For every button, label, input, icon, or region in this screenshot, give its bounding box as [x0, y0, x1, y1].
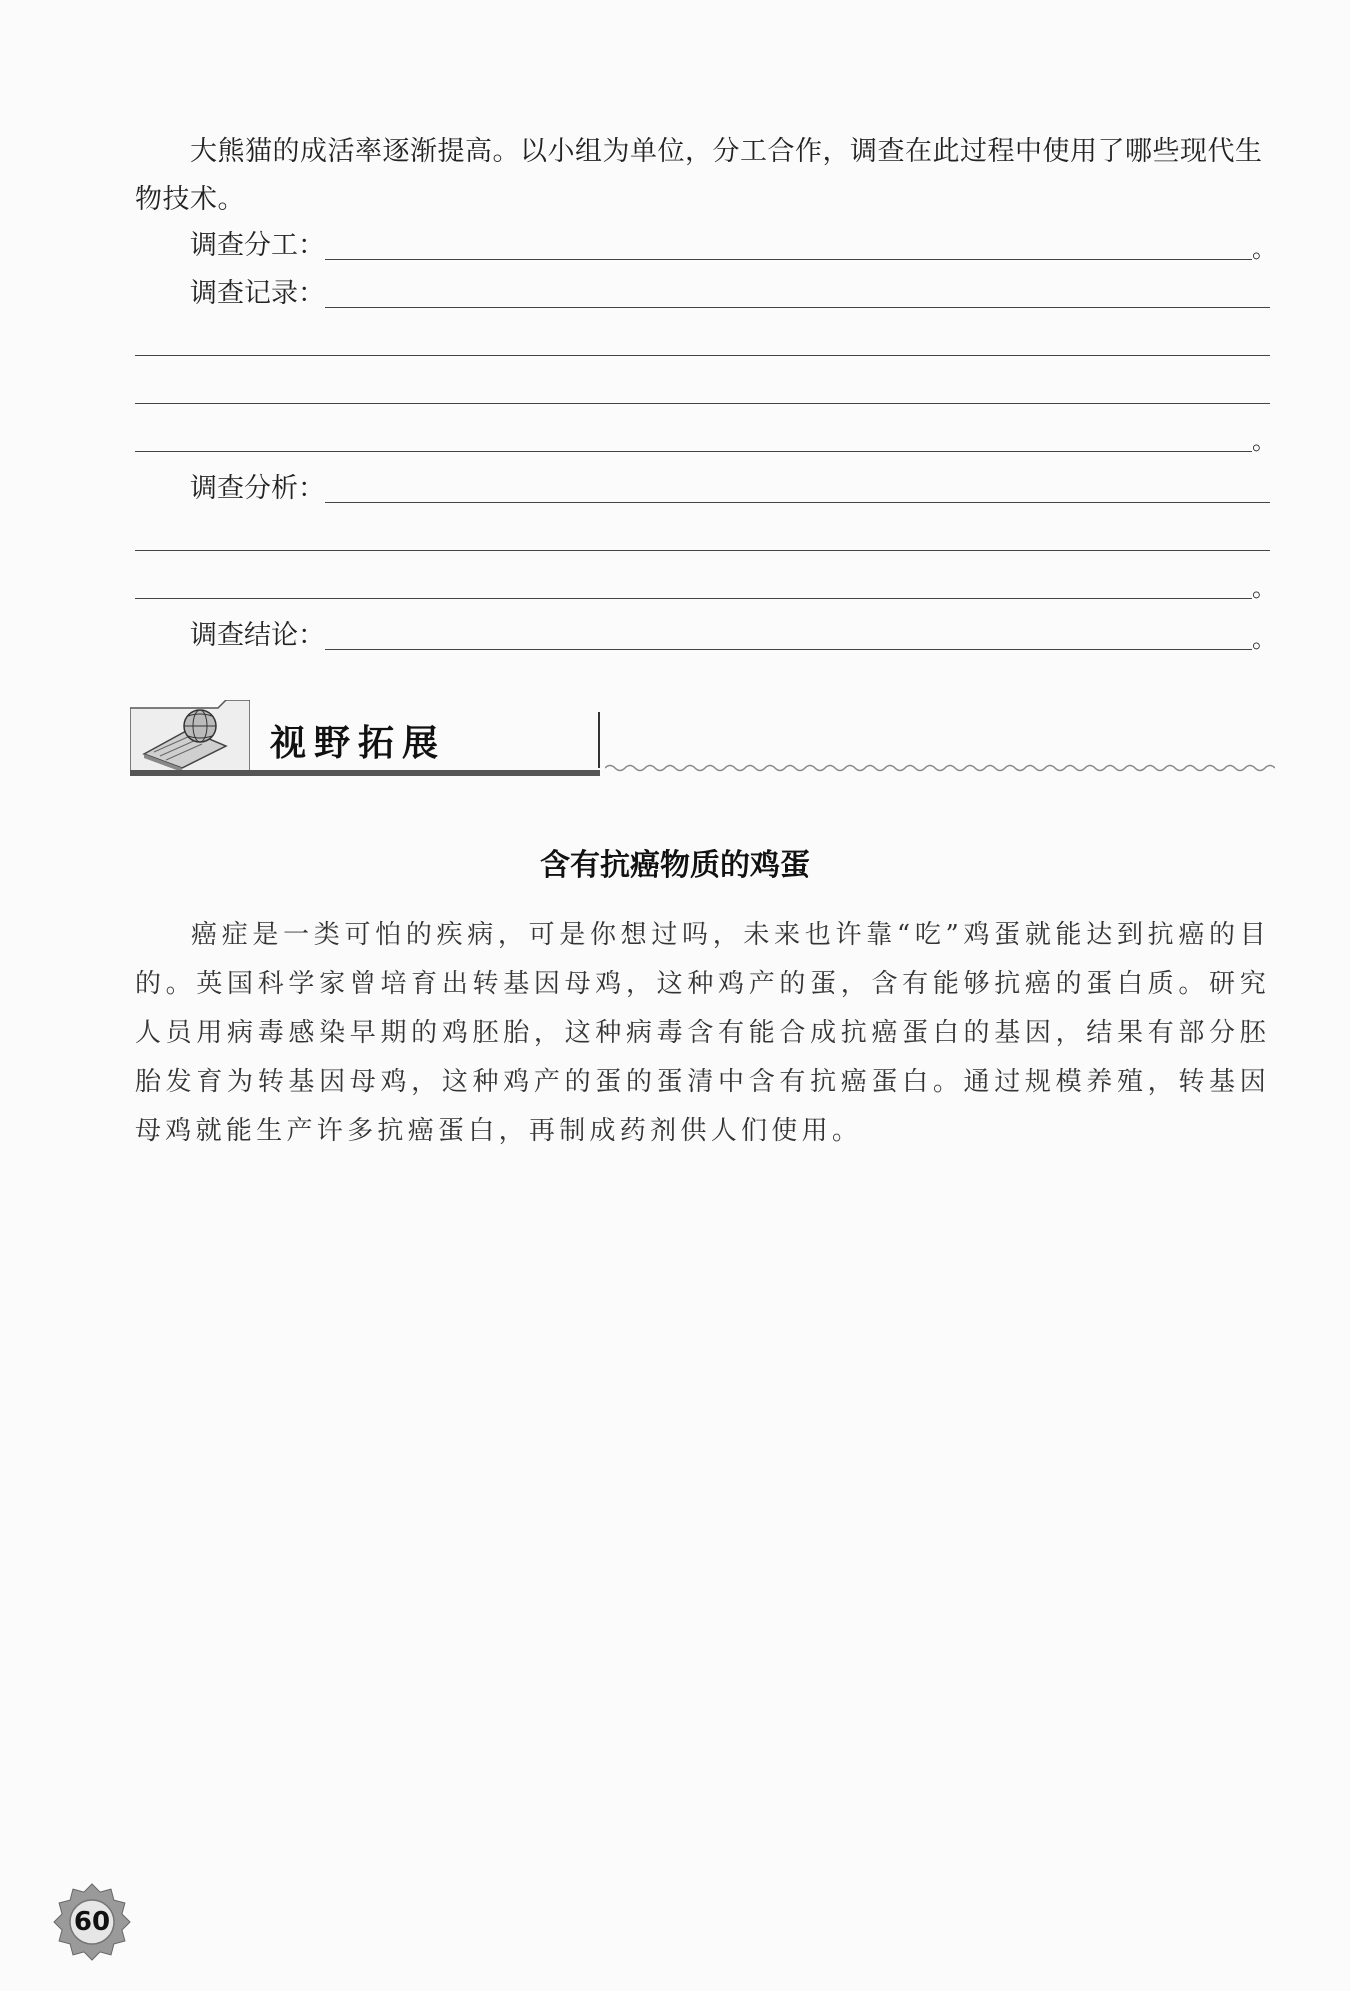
analysis-row	[135, 461, 1270, 509]
analysis-label: 调查分析：	[190, 473, 325, 504]
section-title: 视野拓展	[270, 722, 447, 764]
conclusion-row	[135, 608, 1276, 656]
page-number-badge	[52, 1882, 132, 1962]
conclusion-period: 。	[1252, 625, 1276, 653]
wavy-divider	[605, 760, 1275, 776]
record-answer-line-2[interactable]	[135, 319, 1270, 356]
analysis-answer-line-3[interactable]	[135, 562, 1252, 599]
page-number: 60	[73, 1907, 111, 1937]
intro-text: 大熊猫的成活率逐渐提高。以小组为单位，分工合作，调查在此过程中使用了哪些现代生物技术。	[135, 136, 1263, 215]
record-row	[135, 266, 1270, 314]
division-answer-line[interactable]	[325, 223, 1252, 260]
analysis-line-2-row	[135, 509, 1270, 557]
record-answer-line-4[interactable]	[135, 415, 1252, 452]
intro-paragraph	[135, 128, 1270, 224]
analysis-line-3-row	[135, 557, 1276, 605]
analysis-period: 。	[1252, 574, 1276, 602]
division-label: 调查分工：	[190, 230, 325, 261]
article-body	[135, 911, 1270, 1156]
article-title: 含有抗癌物质的鸡蛋	[540, 848, 810, 883]
record-answer-line-1[interactable]	[325, 271, 1270, 308]
record-line-3-row	[135, 362, 1270, 410]
record-line-2-row	[135, 314, 1270, 362]
record-line-4-row	[135, 410, 1276, 458]
record-period: 。	[1252, 427, 1276, 455]
conclusion-label: 调查结论：	[190, 620, 325, 651]
section-underline-bar	[130, 770, 600, 776]
record-answer-line-3[interactable]	[135, 367, 1270, 404]
record-label: 调查记录：	[190, 278, 325, 309]
division-row	[135, 218, 1276, 266]
analysis-answer-line-2[interactable]	[135, 514, 1270, 551]
analysis-answer-line-1[interactable]	[325, 466, 1270, 503]
article-text: 癌症是一类可怕的疾病，可是你想过吗，未来也许靠“吃”鸡蛋就能达到抗癌的目的。英国科学家曾培育出转基因母鸡，这种鸡产的蛋，含有能够抗癌的蛋白质。研究人员用病毒感染早期的鸡胚胎，这种病毒含有能合成抗癌蛋白的基因，结果有部分胚胎发育为转基因母鸡，这种鸡产的蛋的蛋清中含有抗癌蛋白。通过规模养殖，转基因母鸡就能生产许多抗癌蛋白，再制成药剂供人们使用。	[135, 920, 1270, 1146]
conclusion-answer-line[interactable]	[325, 613, 1252, 650]
section-title-box	[130, 712, 600, 768]
section-header	[130, 700, 1275, 780]
division-period: 。	[1252, 235, 1276, 263]
